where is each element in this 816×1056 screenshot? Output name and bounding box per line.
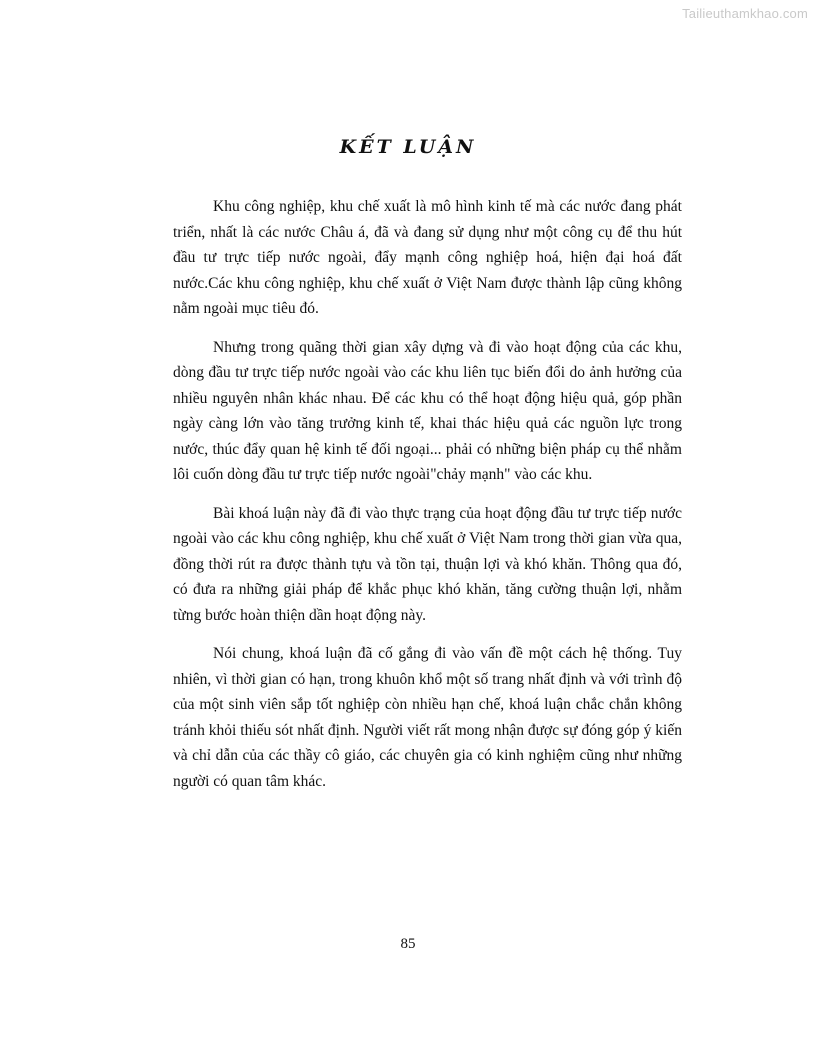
- body-text: [173, 194, 682, 807]
- page-title: KẾT LUẬN: [339, 136, 477, 158]
- page-number: 85: [400, 936, 416, 952]
- paragraph: Khu công nghiệp, khu chế xuất là mô hình kinh tế mà các nước đang phát triển, nhất là các nước Châu á, đã và đang sử dụng như một công cụ để thu hút đầu tư trực tiếp nước ngoài, đẩy mạnh công nghiệp hoá, hiện đại hoá đất nước.Các khu công nghiệp, khu chế xuất ở Việt Nam được thành lập cũng không nằm ngoài mục tiêu đó.: [173, 198, 682, 317]
- paragraph: Nhưng trong quãng thời gian xây dựng và đi vào hoạt động của các khu, dòng đầu tư trực tiếp nước ngoài vào các khu liên tục biến đổi do ảnh hưởng của nhiều nguyên nhân khác nhau. Để các khu có thể hoạt động hiệu quả, góp phần ngày càng lớn vào tăng trưởng kinh tế, khai thác hiệu quả các nguồn lực trong nước, thúc đẩy quan hệ kinh tế đối ngoại... phải có những biện pháp cụ thể nhằm lôi cuốn dòng đầu tư trực tiếp nước ngoài"chảy mạnh" vào các khu.: [173, 338, 682, 483]
- paragraph: Nói chung, khoá luận đã cố gắng đi vào vấn đề một cách hệ thống. Tuy nhiên, vì thời gian có hạn, trong khuôn khổ một số trang nhất định và với trình độ của một sinh viên sắp tốt nghiệp còn nhiều hạn chế, khoá luận chắc chắn không tránh khỏi thiếu sót nhất định. Người viết rất mong nhận được sự đóng góp ý kiến và chỉ dẫn của các thầy cô giáo, các chuyên gia có kinh nghiệm cũng như những người có quan tâm khác.: [173, 645, 682, 790]
- paragraph: Bài khoá luận này đã đi vào thực trạng của hoạt động đầu tư trực tiếp nước ngoài vào các khu công nghiệp, khu chế xuất ở Việt Nam trong thời gian vừa qua, đồng thời rút ra được thành tựu và tồn tại, thuận lợi và khó khăn. Thông qua đó, có đưa ra những giải pháp để khắc phục khó khăn, tăng cường thuận lợi, nhằm từng bước hoàn thiện dần hoạt động này.: [173, 504, 682, 624]
- watermark: Tailieuthamkhao.com: [682, 6, 808, 21]
